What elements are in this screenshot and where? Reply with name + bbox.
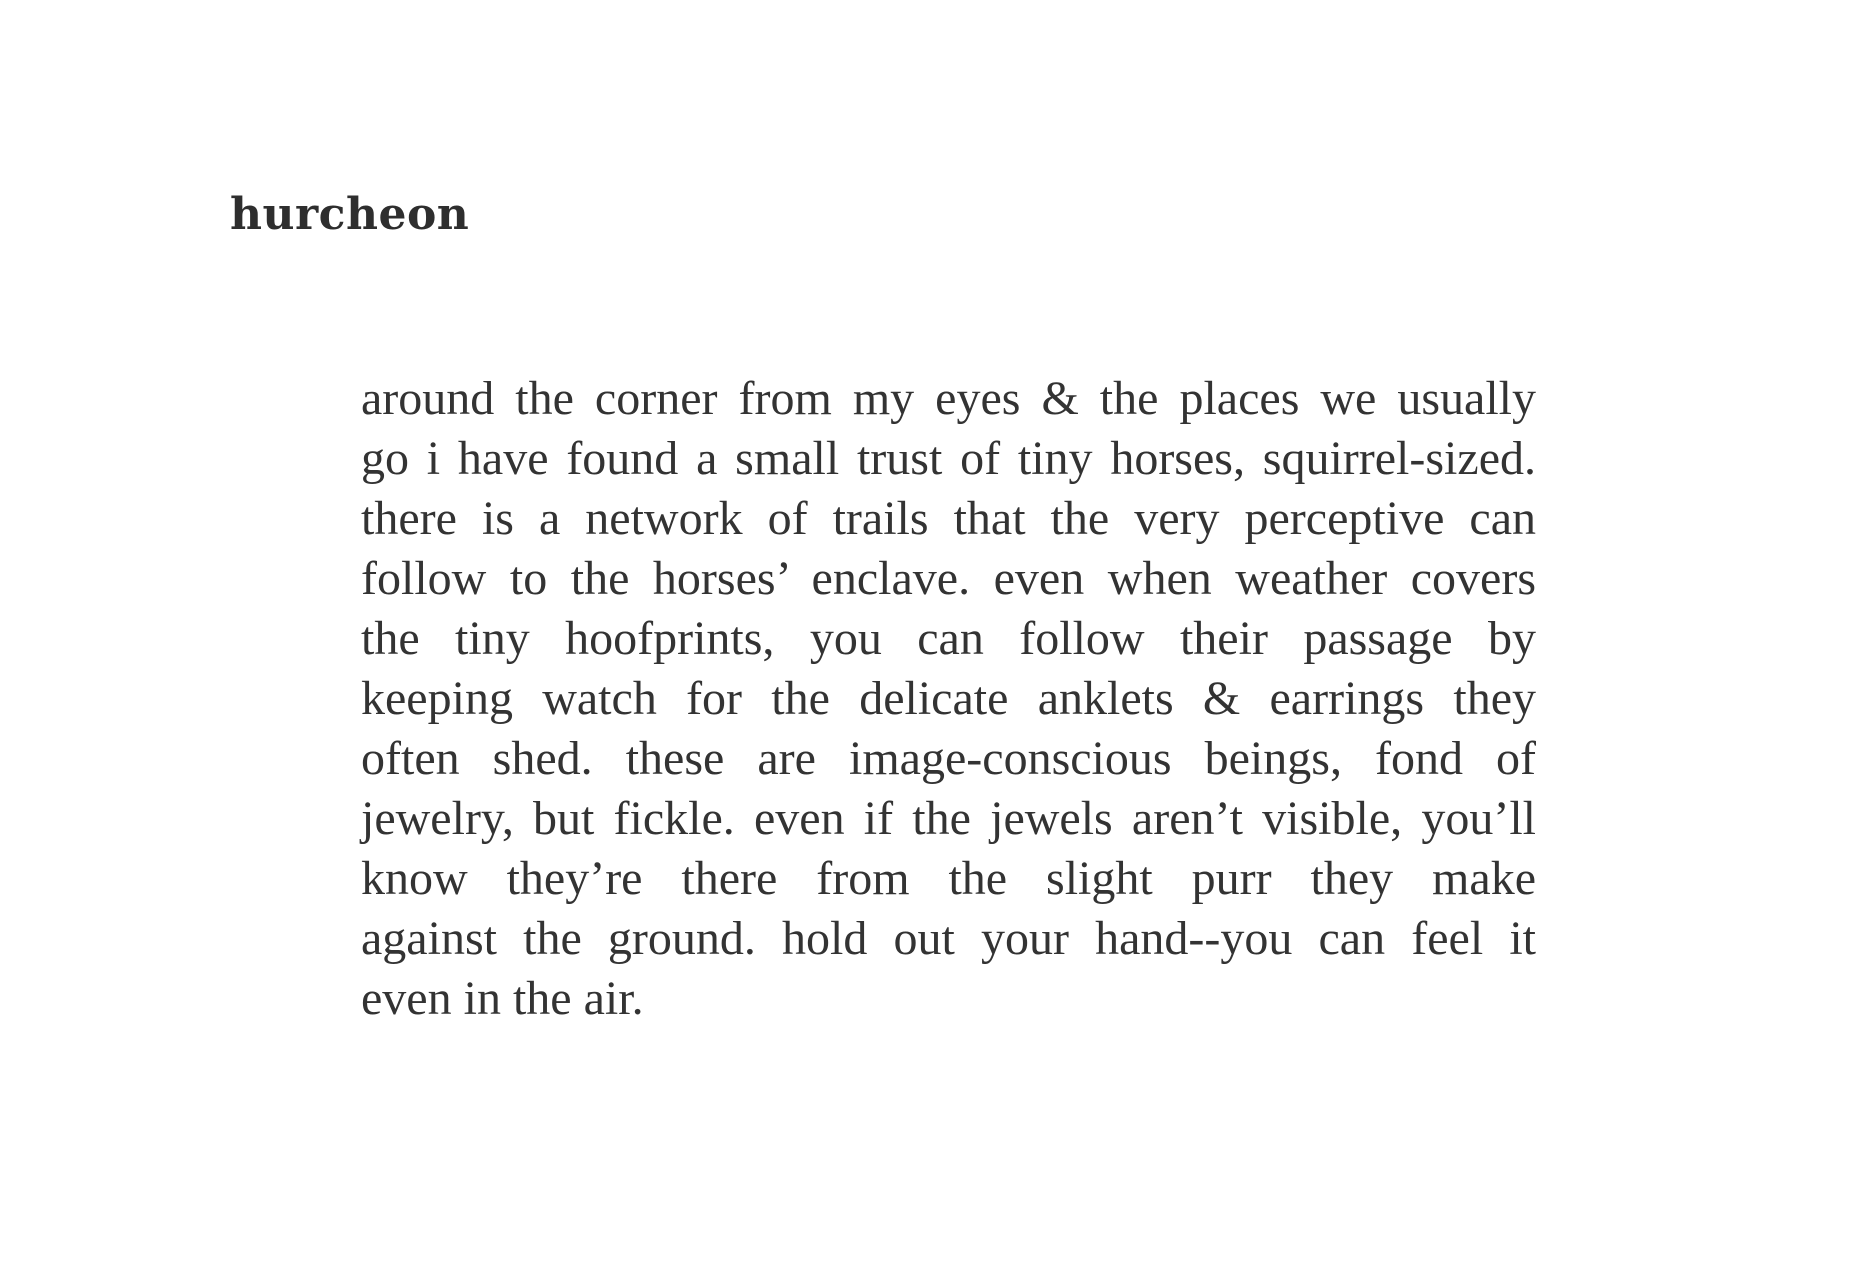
text-line: around the corner from my eyes & the places we usually <box>361 372 1536 425</box>
text-line: know they’re there from the slight purr they make <box>361 852 1536 905</box>
poem-title: hurcheon <box>230 189 470 240</box>
text-line: the tiny hoofprints, you can follow their passage by <box>361 612 1536 665</box>
text-line: against the ground. hold out your hand--you can feel it <box>361 912 1536 965</box>
text-line-last: even in the air. <box>361 972 644 1025</box>
text-line: often shed. these are image-conscious beings, fond of <box>361 732 1536 785</box>
text-line: go i have found a small trust of tiny horses, squirrel-sized. <box>361 432 1536 485</box>
prose-poem-body <box>361 369 1536 1029</box>
text-line: jewelry, but fickle. even if the jewels aren’t visible, you’ll <box>361 792 1536 845</box>
text-line: follow to the horses’ enclave. even when weather covers <box>361 552 1536 605</box>
text-line: there is a network of trails that the very perceptive can <box>361 492 1536 545</box>
text-line: keeping watch for the delicate anklets & earrings they <box>361 672 1536 725</box>
